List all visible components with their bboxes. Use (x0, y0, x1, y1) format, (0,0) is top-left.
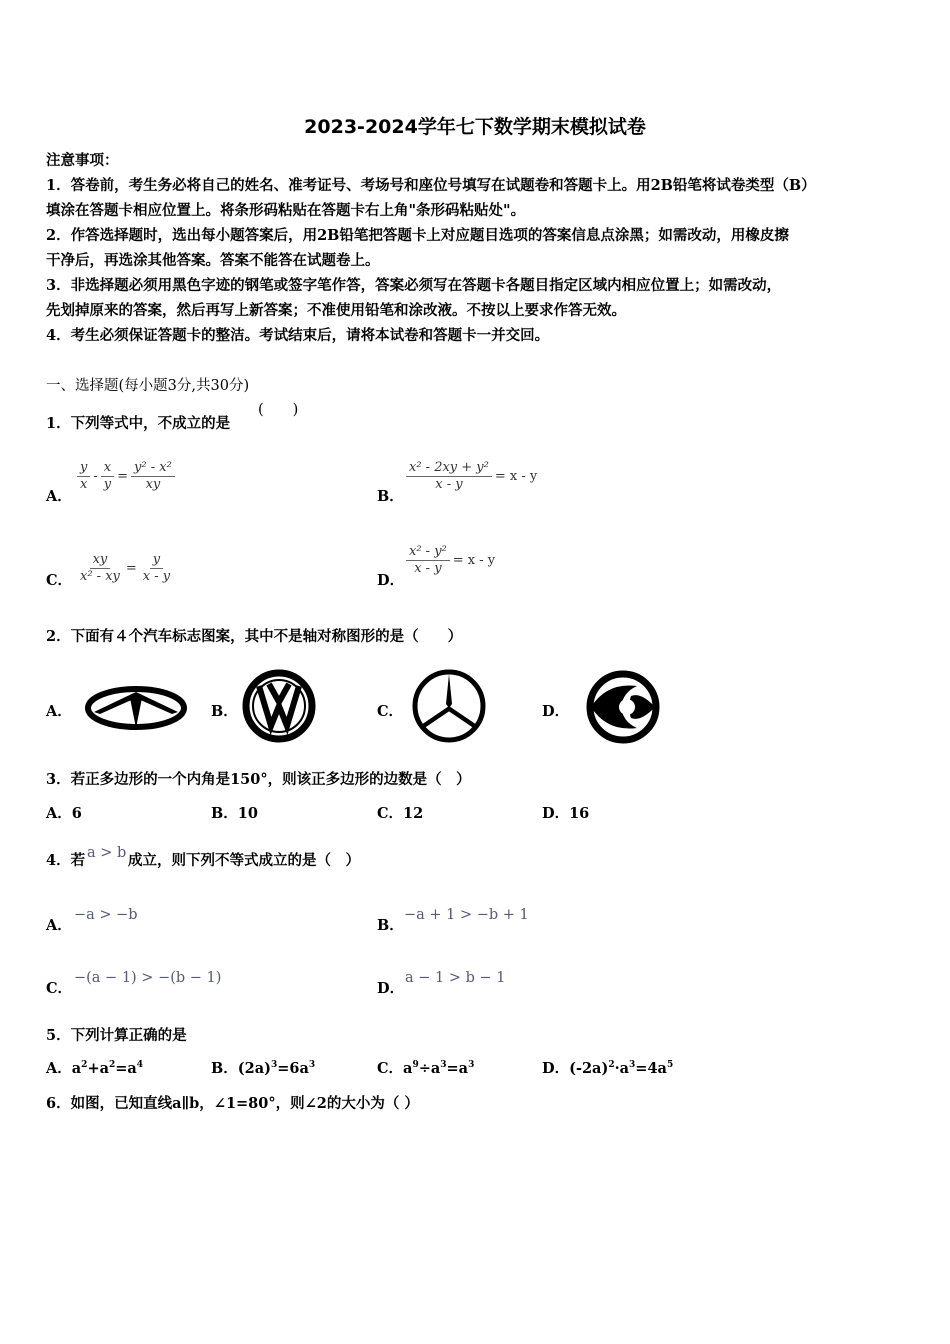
q3-option-d: D．16 (542, 805, 590, 822)
notice-line: 4．考生必须保证答题卡的整洁。考试结束后，请将本试卷和答题卡一并交回。 (46, 327, 550, 344)
q1-option-c (76, 553, 174, 584)
rhs: = x - y (494, 469, 538, 484)
q4-stem-post: 成立，则下列不等式成立的是（ ） (128, 852, 360, 869)
page-title: 2023-2024学年七下数学期末模拟试卷 (304, 116, 646, 138)
frac-den: y (103, 477, 112, 492)
frac-num: xy (90, 553, 111, 569)
q4-label-d: D． (377, 980, 405, 997)
notice-line: 3．非选择题必须用黑色字迹的钢笔或签字笔作答，答案必须写在答题卡各题目指定区域内相应位置上；如需改动， (46, 277, 782, 294)
q2-label-d: D． (542, 703, 570, 720)
q3-stem: 3．若正多边形的一个内角是150°，则该正多边形的边数是（ ） (46, 771, 471, 788)
q4-condition: a > b (87, 845, 127, 861)
q5-option-b: B．$(2a)^3=6a^3$ (211, 1060, 316, 1077)
q5-option-c: C．$a^9\div a^3=a^3$ (377, 1060, 475, 1077)
notice-block (46, 148, 908, 348)
notice-line: 干净后，再选涂其他答案。答案不能答在试题卷上。 (46, 252, 380, 269)
q2-label-c: C． (377, 703, 404, 720)
dongfeng-logo-icon (583, 670, 663, 744)
q4-option-c: −(a − 1) > −(b − 1) (74, 970, 222, 986)
q3-option-c: C．12 (377, 805, 424, 822)
section-heading: 一、选择题(每小题3分,共30分) (46, 378, 250, 394)
q6-stem: 6．如图，已知直线a∥b，∠1=80°，则∠2的大小为（ ） (46, 1095, 419, 1112)
q1-blank: ( ) (258, 402, 299, 418)
notice-line: 1．答卷前，考生务必将自己的姓名、准考证号、考场号和座位号填写在试题卷和答题卡上。用2B铅笔将试卷类型（B） (46, 177, 816, 194)
q1-stem: 1．下列等式中，不成立的是 (46, 415, 231, 432)
q2-label-a: A． (46, 703, 72, 720)
q4-option-d: a − 1 > b − 1 (405, 970, 506, 986)
q1-label-b: B． (377, 488, 404, 505)
q4-option-a: −a > −b (74, 907, 138, 923)
q1-label-a: A． (46, 488, 72, 505)
q5-option-a: A．$a^2+a^2=a^4$ (46, 1060, 144, 1077)
frac-den: xy (145, 477, 161, 492)
frac-den: x (80, 477, 88, 492)
q1-option-a (76, 461, 176, 492)
q5-label-b: B． (211, 1060, 238, 1077)
q5-label-c: C． (377, 1060, 404, 1077)
mercedes-logo-icon (409, 668, 489, 744)
q3-option-b: B．10 (211, 805, 258, 822)
notice-line: 填涂在答题卡相应位置上。将条形码粘贴在答题卡右上角"条形码粘贴处"。 (46, 202, 526, 219)
minus-op: - (93, 469, 98, 484)
q1-option-b (405, 461, 539, 492)
q4-option-b: −a + 1 > −b + 1 (404, 907, 529, 923)
q4-label-a: A． (46, 917, 72, 934)
q1-label-c: C． (46, 572, 73, 589)
q4-stem-pre: 4．若 (46, 852, 86, 869)
frac-den: x - y (142, 569, 171, 584)
notice-heading: 注意事项： (46, 152, 119, 169)
frac-num: x (101, 461, 114, 477)
rhs: = x - y (452, 553, 496, 568)
q4-label-b: B． (377, 917, 404, 934)
equals-op: = (125, 561, 137, 576)
notice-line: 先划掉原来的答案，然后再写上新答案；不准使用铅笔和涂改液。不按以上要求作答无效。 (46, 302, 626, 319)
q2-stem: 2．下面有４个汽车标志图案，其中不是轴对称图形的是（ ） (46, 628, 463, 645)
frac-num: y² - x² (131, 461, 175, 477)
q4-label-c: C． (46, 980, 73, 997)
infiniti-logo-icon (84, 684, 188, 732)
q2-label-b: B． (211, 703, 238, 720)
frac-num: x² - y² (406, 545, 450, 561)
frac-den: x - y (435, 477, 463, 492)
q5-stem: 5．下列计算正确的是 (46, 1027, 187, 1044)
q5-label-d: D． (542, 1060, 570, 1077)
equals-op: = (117, 469, 129, 484)
frac-num: y (150, 553, 163, 569)
volkswagen-logo-icon (241, 668, 317, 744)
frac-den: x² - xy (80, 569, 120, 584)
frac-num: x² - 2xy + y² (406, 461, 492, 477)
q1-option-d (405, 545, 497, 576)
q5-option-d: D．$(-2a)^2\cdot a^3=4a^5$ (542, 1060, 674, 1077)
q1-label-d: D． (377, 572, 405, 589)
frac-num: y (77, 461, 90, 477)
frac-den: x - y (414, 561, 442, 576)
q3-option-a: A．6 (46, 805, 82, 822)
notice-line: 2．作答选择题时，选出每小题答案后，用2B铅笔把答题卡上对应题目选项的答案信息点涂黑；如需改动，用橡皮擦 (46, 227, 789, 244)
q5-label-a: A． (46, 1060, 72, 1077)
